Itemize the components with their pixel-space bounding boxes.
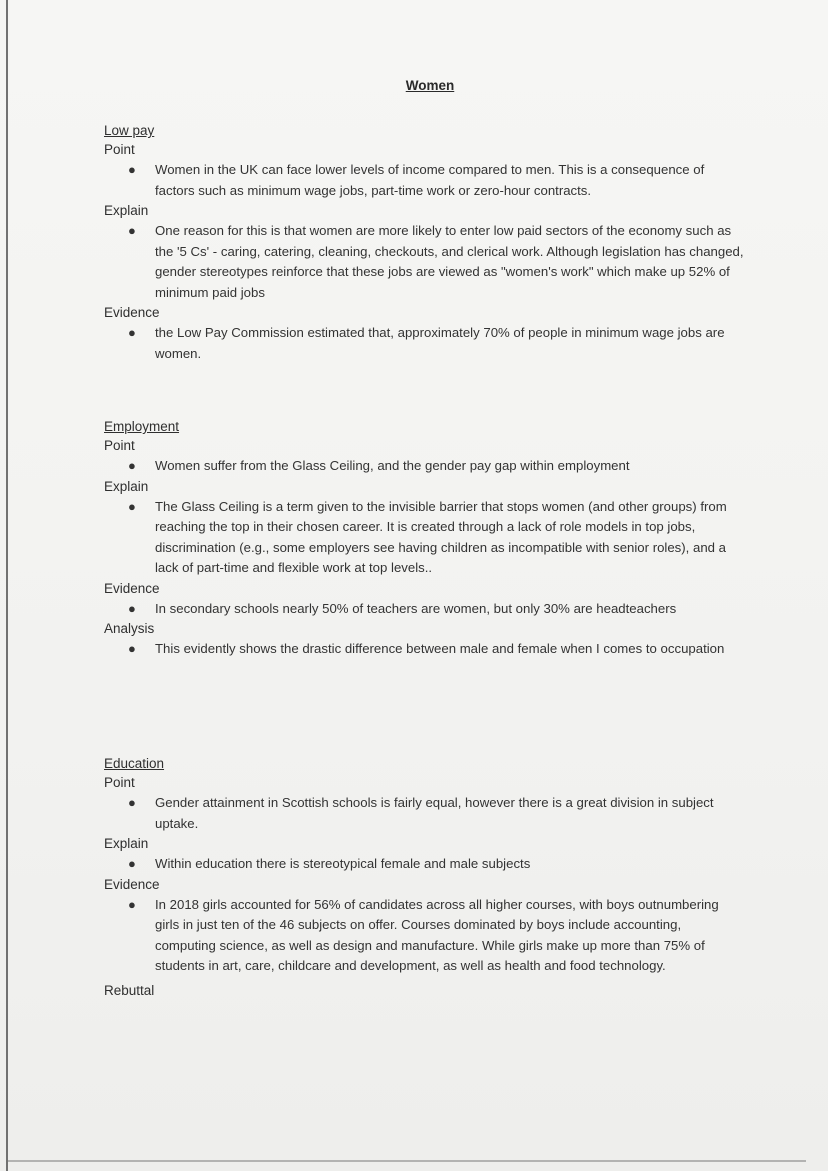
bullet-icon: ● bbox=[128, 458, 136, 473]
explain-text: One reason for this is that women are more likely to enter low paid sectors of the economy such as the '5 Cs' - caring, catering, cleaning, checkouts, and clerical work. Although legislation has changed, gender stereotypes reinforce that these jobs are viewed as "women's work" which make up 52% of minimum paid jobs bbox=[155, 223, 744, 300]
point-label: Point bbox=[104, 142, 135, 157]
explain-bullet bbox=[104, 221, 744, 303]
point-label: Point bbox=[104, 438, 135, 453]
bullet-icon: ● bbox=[128, 162, 136, 177]
section-heading: Low pay bbox=[104, 123, 155, 138]
analysis-bullet bbox=[104, 639, 744, 660]
page-edge-bottom bbox=[8, 1160, 806, 1162]
evidence-text: In 2018 girls accounted for 56% of candidates across all higher courses, with boys outnumbering girls in just ten of the 46 subjects on offer. Courses dominated by boys include accounting, computing science, as well as design and manufacture. While girls make up more than 75% of students in art, care, childcare and development, as well as health and food technology. bbox=[155, 896, 719, 973]
bullet-icon: ● bbox=[128, 856, 136, 871]
evidence-label: Evidence bbox=[104, 876, 160, 892]
explain-label: Explain bbox=[104, 203, 149, 218]
explain-text: Within education there is stereotypical female and male subjects bbox=[155, 856, 531, 871]
rebuttal-label: Rebuttal bbox=[104, 982, 155, 998]
document-title: Women bbox=[405, 78, 455, 93]
bullet-icon: ● bbox=[128, 896, 136, 912]
point-bullet bbox=[104, 160, 744, 201]
explain-label: Explain bbox=[104, 478, 149, 494]
section-education bbox=[104, 755, 744, 1001]
evidence-label: Evidence bbox=[104, 580, 160, 596]
point-bullet bbox=[104, 793, 744, 834]
explain-bullet bbox=[104, 497, 744, 579]
explain-bullet bbox=[104, 854, 744, 875]
section-low-pay bbox=[104, 122, 744, 364]
analysis-label: Analysis bbox=[104, 621, 155, 636]
page-edge-left bbox=[6, 0, 8, 1171]
bullet-icon: ● bbox=[128, 795, 136, 810]
bullet-icon: ● bbox=[128, 223, 136, 238]
evidence-text: In secondary schools nearly 50% of teachers are women, but only 30% are headteachers bbox=[155, 600, 677, 616]
point-text: Gender attainment in Scottish schools is fairly equal, however there is a great division in subject uptake. bbox=[155, 795, 714, 831]
bullet-icon: ● bbox=[128, 498, 136, 514]
evidence-bullet bbox=[104, 323, 744, 364]
evidence-bullet bbox=[104, 895, 744, 977]
section-heading: Employment bbox=[104, 419, 180, 434]
bullet-icon: ● bbox=[128, 325, 136, 340]
evidence-bullet bbox=[104, 599, 744, 620]
analysis-text: This evidently shows the drastic difference between male and female when I comes to occupation bbox=[155, 641, 725, 656]
section-employment bbox=[104, 418, 744, 660]
point-text: Women in the UK can face lower levels of income compared to men. This is a consequence of factors such as minimum wage jobs, part-time work or zero-hour contracts. bbox=[155, 162, 705, 198]
bullet-icon: ● bbox=[128, 641, 136, 656]
point-text: Women suffer from the Glass Ceiling, and the gender pay gap within employment bbox=[155, 458, 630, 473]
explain-label: Explain bbox=[104, 836, 149, 851]
explain-text: The Glass Ceiling is a term given to the invisible barrier that stops women (and other groups) from reaching the top in their chosen career. It is created through a lack of role models in top jobs, discrimination (e.g., some employers see having children as incompatible with senior roles), and a lack of part-time and flexible work at top levels.. bbox=[155, 498, 727, 575]
section-heading: Education bbox=[104, 756, 165, 771]
bullet-icon: ● bbox=[128, 600, 136, 616]
evidence-text: the Low Pay Commission estimated that, approximately 70% of people in minimum wage jobs are women. bbox=[155, 325, 725, 361]
evidence-label: Evidence bbox=[104, 305, 160, 320]
point-bullet bbox=[104, 456, 744, 477]
point-label: Point bbox=[104, 775, 135, 790]
